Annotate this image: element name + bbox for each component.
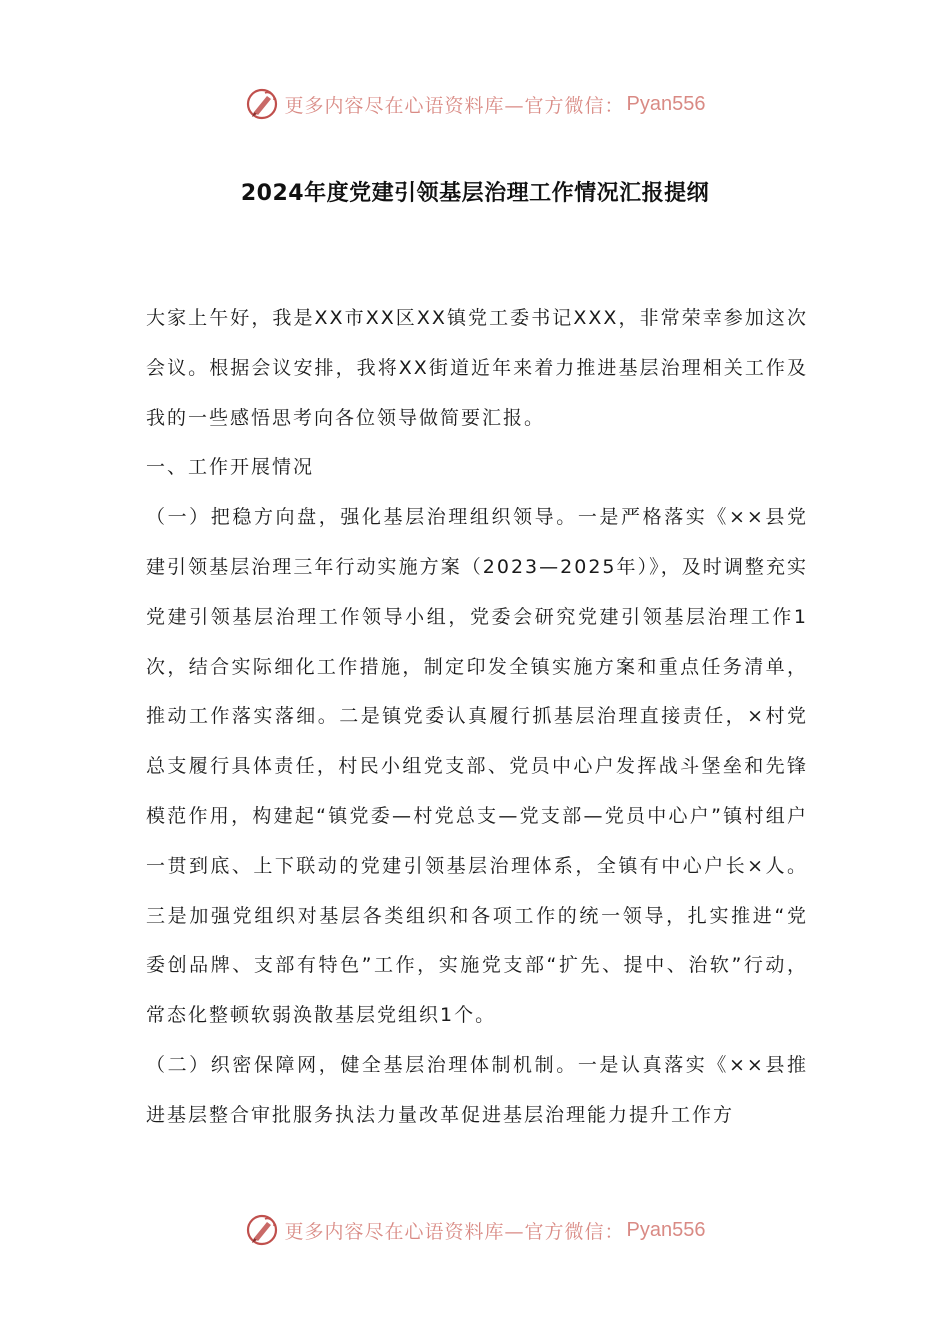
watermark-wechat-id: Pyan556 bbox=[626, 92, 706, 115]
body-paragraph: （一）把稳方向盘，强化基层治理组织领导。一是严格落实《××县党建引领基层治理三年行动实施方案（2023—2025年）》，及时调整充实党建引领基层治理工作领导小组，党委会研究党建引领基层治理工作1次，结合实际细化工作措施，制定印发全镇实施方案和重点任务清单，推动工作落实落细。二是镇党委认真履行抓基层治理直接责任，×村党总支履行具体责任，村民小组党支部、党员中心户发挥战斗堡垒和先锋模范作用，构建起“镇党委—村党总支—党支部—党员中心户”镇村组户一贯到底、上下联动的党建引领基层治理体系，全镇有中心户长×人。三是加强党组织对基层各类组织和各项工作的统一领导，扎实推进“党委创品牌、支部有特色”工作，实施党支部“扩先、提中、治软”行动，常态化整顿软弱涣散基层党组织1个。 bbox=[146, 506, 808, 1027]
watermark-text: 更多内容尽在心语资料库—官方微信： bbox=[284, 1220, 625, 1243]
intro-paragraph: 大家上午好，我是XX市XX区XX镇党工委书记XXX，非常荣幸参加这次会议。根据会议安排，我将XX街道近年来着力推进基层治理相关工作及我的一些感悟思考向各位领导做简要汇报。 bbox=[146, 307, 808, 429]
header-watermark bbox=[0, 84, 950, 124]
footer-watermark bbox=[0, 1210, 950, 1250]
pen-seal-logo-icon bbox=[245, 87, 279, 121]
document-title: 2024年度党建引领基层治理工作情况汇报提纲 bbox=[240, 181, 710, 206]
document-body bbox=[146, 294, 808, 1141]
section-heading: 一、工作开展情况 bbox=[146, 456, 315, 479]
watermark-wechat-id: Pyan556 bbox=[626, 1218, 706, 1241]
watermark-text: 更多内容尽在心语资料库—官方微信： bbox=[284, 94, 625, 117]
body-paragraph: （二）织密保障网，健全基层治理体制机制。一是认真落实《××县推进基层整合审批服务执法力量改革促进基层治理能力提升工作方 bbox=[146, 1053, 808, 1126]
pen-seal-logo-icon bbox=[245, 1213, 279, 1247]
